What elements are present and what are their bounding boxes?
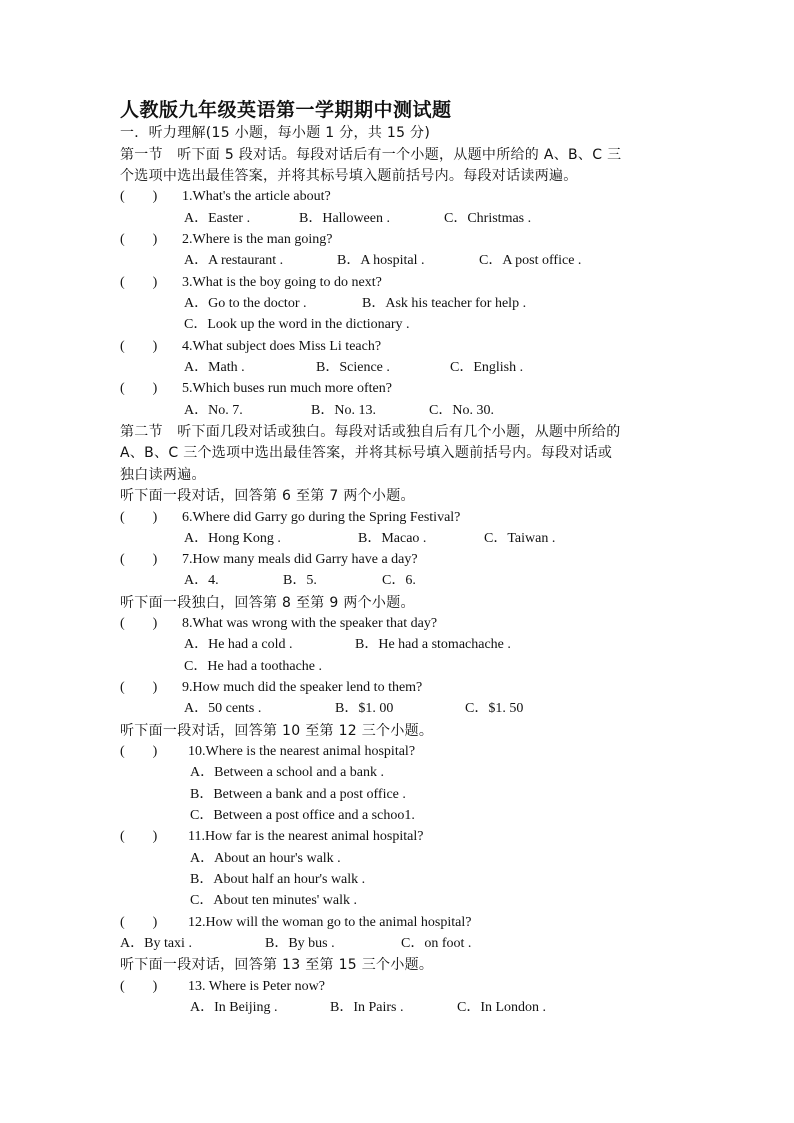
option-c: C．In London . [457, 1000, 547, 1015]
answer-bracket[interactable]: ( ) [120, 275, 158, 290]
option-b: B．Science . [316, 360, 390, 375]
option-a: A．Easter . [184, 211, 251, 226]
question-12 [120, 913, 471, 933]
answer-bracket[interactable]: ( ) [120, 829, 158, 844]
question-4-options [184, 358, 523, 378]
question-6-options [184, 529, 555, 549]
part1-heading: 一．听力理解(15 小题，每小题 1 分，共 15 分) [120, 125, 431, 141]
option-c: C．No. 30. [429, 403, 494, 418]
question-7-options [184, 571, 416, 591]
intro-questions-6-7: 听下面一段对话，回答第 6 至第 7 两个小题。 [120, 488, 415, 504]
question-text: 13. Where is Peter now? [188, 979, 325, 994]
option-c: C．Christmas . [444, 211, 532, 226]
answer-bracket[interactable]: ( ) [120, 510, 158, 525]
question-10-option-a: A．Between a school and a bank . [190, 765, 384, 780]
question-4 [120, 337, 381, 357]
page-title: 人教版九年级英语第一学期期中测试题 [120, 99, 452, 121]
answer-bracket[interactable]: ( ) [120, 381, 158, 396]
option-b: B．He had a stomachache . [355, 637, 511, 652]
question-1 [120, 187, 331, 207]
intro-questions-8-9: 听下面一段独白，回答第 8 至第 9 两个小题。 [120, 595, 415, 611]
question-7 [120, 550, 418, 570]
option-a: A．He had a cold . [184, 637, 293, 652]
question-text: 7.How many meals did Garry have a day? [182, 552, 418, 567]
section1-instructions-line2: 个选项中选出最佳答案，并将其标号填入题前括号内。每段对话读两遍。 [120, 168, 578, 184]
question-11-option-b: B．About half an hour's walk . [190, 872, 366, 887]
option-b: B．In Pairs . [330, 1000, 404, 1015]
question-text: 8.What was wrong with the speaker that day? [182, 616, 438, 631]
option-b: B．Halloween . [299, 211, 390, 226]
section1-instructions-line1: 第一节 听下面 5 段对话。每段对话后有一个小题，从题中所给的 A、B、C 三 [120, 147, 622, 163]
question-9-options [184, 699, 523, 719]
option-c: C．$1. 50 [465, 701, 524, 716]
answer-bracket[interactable]: ( ) [120, 680, 158, 695]
question-1-options [184, 209, 531, 229]
question-10-option-c: C．Between a post office and a schoo1. [190, 808, 415, 823]
answer-bracket[interactable]: ( ) [120, 979, 158, 994]
question-6 [120, 508, 460, 528]
option-a: A．In Beijing . [190, 1000, 278, 1015]
answer-bracket[interactable]: ( ) [120, 552, 158, 567]
question-text: 6.Where did Garry go during the Spring Festival? [182, 510, 461, 525]
option-a: A．Go to the doctor . [184, 296, 307, 311]
option-a: A．No. 7. [184, 403, 243, 418]
option-a: A．4. [184, 573, 219, 588]
answer-bracket[interactable]: ( ) [120, 744, 158, 759]
option-b: B．No. 13. [311, 403, 376, 418]
question-2 [120, 230, 332, 250]
option-a: A．Hong Kong . [184, 531, 281, 546]
question-3 [120, 273, 382, 293]
section2-instructions-line3: 独白读两遍。 [120, 467, 206, 483]
answer-bracket[interactable]: ( ) [120, 232, 158, 247]
answer-bracket[interactable]: ( ) [120, 915, 158, 930]
answer-bracket[interactable]: ( ) [120, 616, 158, 631]
question-text: 1.What's the article about? [182, 189, 331, 204]
option-c: C．A post office . [479, 253, 582, 268]
question-text: 11.How far is the nearest animal hospital? [188, 829, 424, 844]
question-9 [120, 678, 422, 698]
option-a: A．50 cents . [184, 701, 262, 716]
option-b: B．A hospital . [337, 253, 425, 268]
option-b: B．$1. 00 [335, 701, 394, 716]
section2-instructions-line2: A、B、C 三个选项中选出最佳答案，并将其标号填入题前括号内。每段对话或 [120, 445, 613, 461]
intro-questions-13-15: 听下面一段对话，回答第 13 至第 15 三个小题。 [120, 957, 434, 973]
option-c: C．6. [382, 573, 416, 588]
intro-questions-10-12: 听下面一段对话，回答第 10 至第 12 三个小题。 [120, 723, 434, 739]
question-text: 4.What subject does Miss Li teach? [182, 339, 382, 354]
question-12-options [120, 934, 471, 954]
option-b: B．5. [283, 573, 317, 588]
question-3-options-ab [184, 294, 526, 314]
option-c: C．English . [450, 360, 524, 375]
question-8-option-c: C．He had a toothache . [184, 659, 323, 674]
answer-bracket[interactable]: ( ) [120, 339, 158, 354]
question-text: 3.What is the boy going to do next? [182, 275, 382, 290]
option-b: B．By bus . [265, 936, 335, 951]
question-3-option-c: C．Look up the word in the dictionary . [184, 317, 410, 332]
question-8-options-ab [184, 635, 511, 655]
question-10 [120, 742, 415, 762]
question-text: 2.Where is the man going? [182, 232, 333, 247]
option-c: C．on foot . [401, 936, 472, 951]
question-text: 5.Which buses run much more often? [182, 381, 392, 396]
question-text: 12.How will the woman go to the animal hospital? [188, 915, 472, 930]
option-a: A．Math . [184, 360, 245, 375]
section2-instructions-line1: 第二节 听下面几段对话或独白。每段对话或独自后有几个小题，从题中所给的 [120, 424, 621, 440]
question-5 [120, 379, 392, 399]
question-11-option-c: C．About ten minutes' walk . [190, 893, 358, 908]
question-2-options [184, 251, 581, 271]
question-10-option-b: B．Between a bank and a post office . [190, 787, 406, 802]
question-8 [120, 614, 437, 634]
question-13 [120, 977, 325, 997]
option-c: C．Taiwan . [484, 531, 556, 546]
question-13-options [190, 998, 546, 1018]
question-5-options [184, 401, 494, 421]
option-a: A．A restaurant . [184, 253, 284, 268]
option-b: B．Ask his teacher for help . [362, 296, 527, 311]
option-a: A．By taxi . [120, 936, 192, 951]
option-b: B．Macao . [358, 531, 427, 546]
question-text: 9.How much did the speaker lend to them? [182, 680, 423, 695]
question-text: 10.Where is the nearest animal hospital? [188, 744, 416, 759]
question-11-option-a: A．About an hour's walk . [190, 851, 341, 866]
answer-bracket[interactable]: ( ) [120, 189, 158, 204]
question-11 [120, 827, 423, 847]
